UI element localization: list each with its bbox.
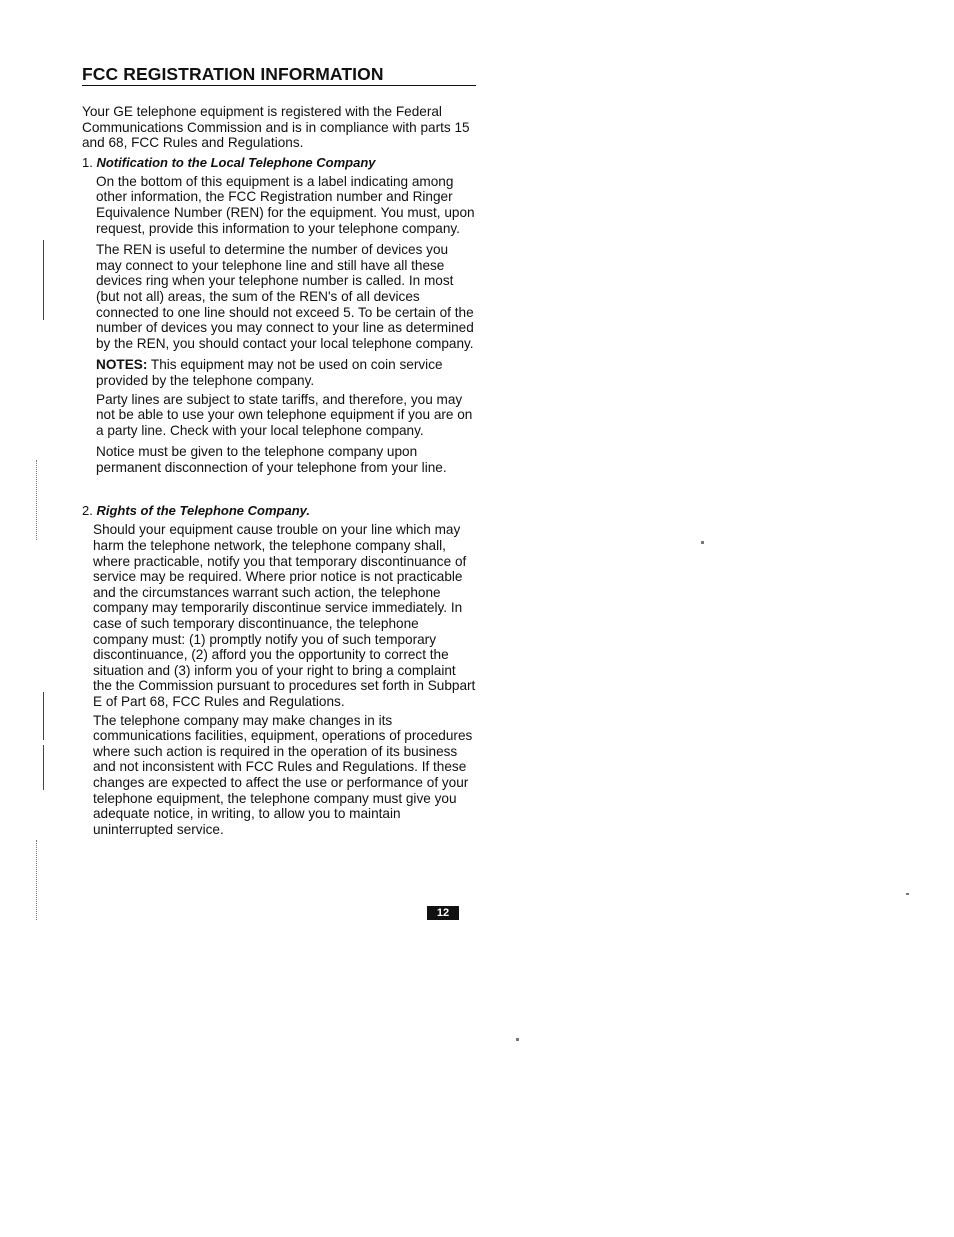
party-lines-paragraph: Party lines are subject to state tariffs, and therefore, you may not be able to use your own telephone equipment if you are on a party line. Check with your local telephone company. — [96, 391, 473, 438]
page-title: FCC REGISTRATION INFORMATION — [82, 64, 476, 86]
section-1-body — [96, 174, 476, 476]
scan-artifact — [36, 460, 37, 540]
section-2-title: Rights of the Telephone Company. — [96, 503, 311, 519]
section-1-heading — [82, 155, 476, 171]
scan-artifact — [36, 840, 37, 920]
section-2-paragraph: Should your equipment cause trouble on your line which may harm the telephone network, the telephone company shall, where practicable, notify you that temporary discontinuance of service may be required. Where prior notice is not practicable and the circumstances warrant such action, the telephone company may temporarily discontinue service immediately. In case of such temporary discontinuance, the telephone company must: (1) promptly notify you of such temporary discontinuance, (2) afford you the opportunity to correct the situation and (3) inform you of your right to bring a complaint the the Commission pursuant to procedures set forth in Subpart E of Part 68, FCC Rules and Regulations. — [93, 522, 476, 709]
scan-artifact — [43, 745, 44, 790]
scan-speck — [701, 541, 704, 544]
page-number: 12 — [427, 906, 459, 920]
section-1-paragraph: The REN is useful to determine the number of devices you may connect to your telephone line and still have all these devices ring when your telephone number is called. In most (but not all) areas, the sum of the REN's of all devices connected to one line should not exceed 5. To be certain of the number of devices you may connect to your line as determined by the REN, you should contact your local telephone company. — [96, 242, 474, 351]
disconnection-notice-paragraph: Notice must be given to the telephone company upon permanent disconnection of your telephone from your line. — [96, 444, 447, 475]
section-1-number: 1. — [82, 154, 93, 170]
section-2-body — [93, 522, 476, 837]
document-column — [82, 64, 476, 837]
section-1-title: Notification to the Local Telephone Company — [96, 154, 376, 170]
scan-speck — [906, 893, 909, 895]
scan-artifact — [43, 692, 44, 740]
scan-speck — [516, 1038, 519, 1041]
notes-label: NOTES: — [96, 357, 148, 373]
scan-artifact — [43, 240, 44, 320]
section-2-heading — [82, 503, 476, 519]
notes-paragraph — [96, 357, 476, 388]
notes-text: This equipment may not be used on coin service provided by the telephone company. — [96, 357, 443, 388]
section-2-paragraph: The telephone company may make changes in its communications facilities, equipment, operations of procedures where such action is required in the operation of its business and not inconsistent with FCC Rules and Regulations. If these changes are expected to affect the use or performance of your telephone equipment, the telephone company must give you adequate notice, in writing, to allow you to maintain uninterrupted service. — [93, 712, 473, 837]
section-2-number: 2. — [82, 503, 93, 519]
section-1-paragraph: On the bottom of this equipment is a label indicating among other information, the FCC Registration number and Ringer Equivalence Number (REN) for the equipment. You must, upon request, provide this information to your telephone company. — [96, 173, 475, 236]
intro-paragraph: Your GE telephone equipment is registered with the Federal Communications Commission and is in compliance with parts 15 and 68, FCC Rules and Regulations. — [82, 104, 470, 151]
